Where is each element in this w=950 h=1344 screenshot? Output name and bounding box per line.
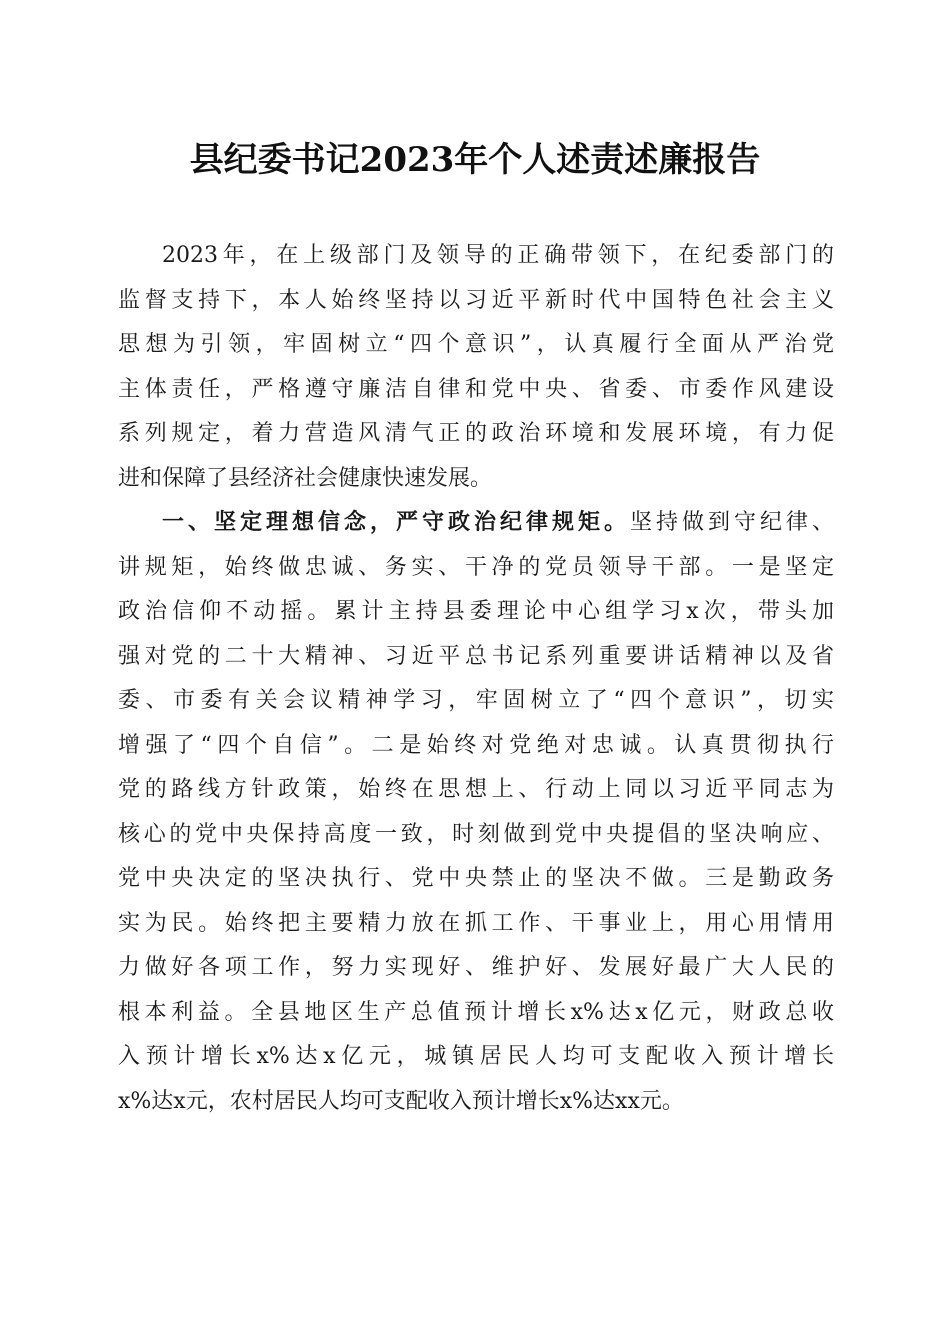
paragraph-line: 进和保障了县经济社会健康快速发展。 [118,465,493,491]
paragraph-line: 增强了“四个自信”。二是始终对党绝对忠诚。认真贯彻执行 [118,732,834,758]
paragraph-line: 党中央决定的坚决执行、党中央禁止的坚决不做。三是勤政务 [118,866,834,891]
paragraph-line: 实为民。始终把主要精力放在抓工作、干事业上，用心用情用 [118,910,834,936]
document-body [118,234,834,1124]
page-title: 县纪委书记2023年个人述责述廉报告 [189,140,761,180]
paragraph-line: 系列规定，着力营造风清气正的政治环境和发展环境，有力促 [118,421,834,446]
paragraph-line: 委、市委有关会议精神学习，牢固树立了“四个意识”，切实 [118,688,834,713]
paragraph-line: 党的路线方针政策，始终在思想上、行动上同以习近平同志为 [118,777,834,802]
paragraph-line: 根本利益。全县地区生产总值预计增长x%达x亿元，财政总收 [118,999,834,1025]
paragraph-line: 监督支持下，本人始终坚持以习近平新时代中国特色社会主义 [118,287,834,313]
paragraph-line: 入预计增长x%达x亿元，城镇居民人均可支配收入预计增长 [118,1044,834,1069]
paragraph-line: 思想为引领，牢固树立“四个意识”，认真履行全面从严治党 [118,332,834,357]
paragraph-line: 力做好各项工作，努力实现好、维护好、发展好最广大人民的 [118,955,834,980]
intro-paragraph [118,234,834,501]
section-1-first-line-text: 坚持做到守纪律、 [629,510,834,535]
paragraph-line: x%达x元，农村居民人均可支配收入预计增长x%达xx元。 [118,1088,684,1114]
paragraph-line: 主体责任，严格遵守廉洁自律和党中央、省委、市委作风建设 [118,376,834,402]
paragraph-line: 政治信仰不动摇。累计主持县委理论中心组学习x次，带头加 [118,599,834,624]
section-1-first-line [118,501,834,546]
paragraph-line: 强对党的二十大精神、习近平总书记系列重要讲话精神以及省 [118,643,834,669]
section-1-heading: 一、坚定理想信念，严守政治纪律规矩。 [162,510,630,535]
paragraph-line: 讲规矩，始终做忠诚、务实、干净的党员领导干部。一是坚定 [118,554,834,580]
paragraph-line: 2023年，在上级部门及领导的正确带领下，在纪委部门的 [162,243,834,268]
section-1-paragraph [118,501,834,1124]
paragraph-line: 核心的党中央保持高度一致，时刻做到党中央提倡的坚决响应、 [118,821,834,847]
